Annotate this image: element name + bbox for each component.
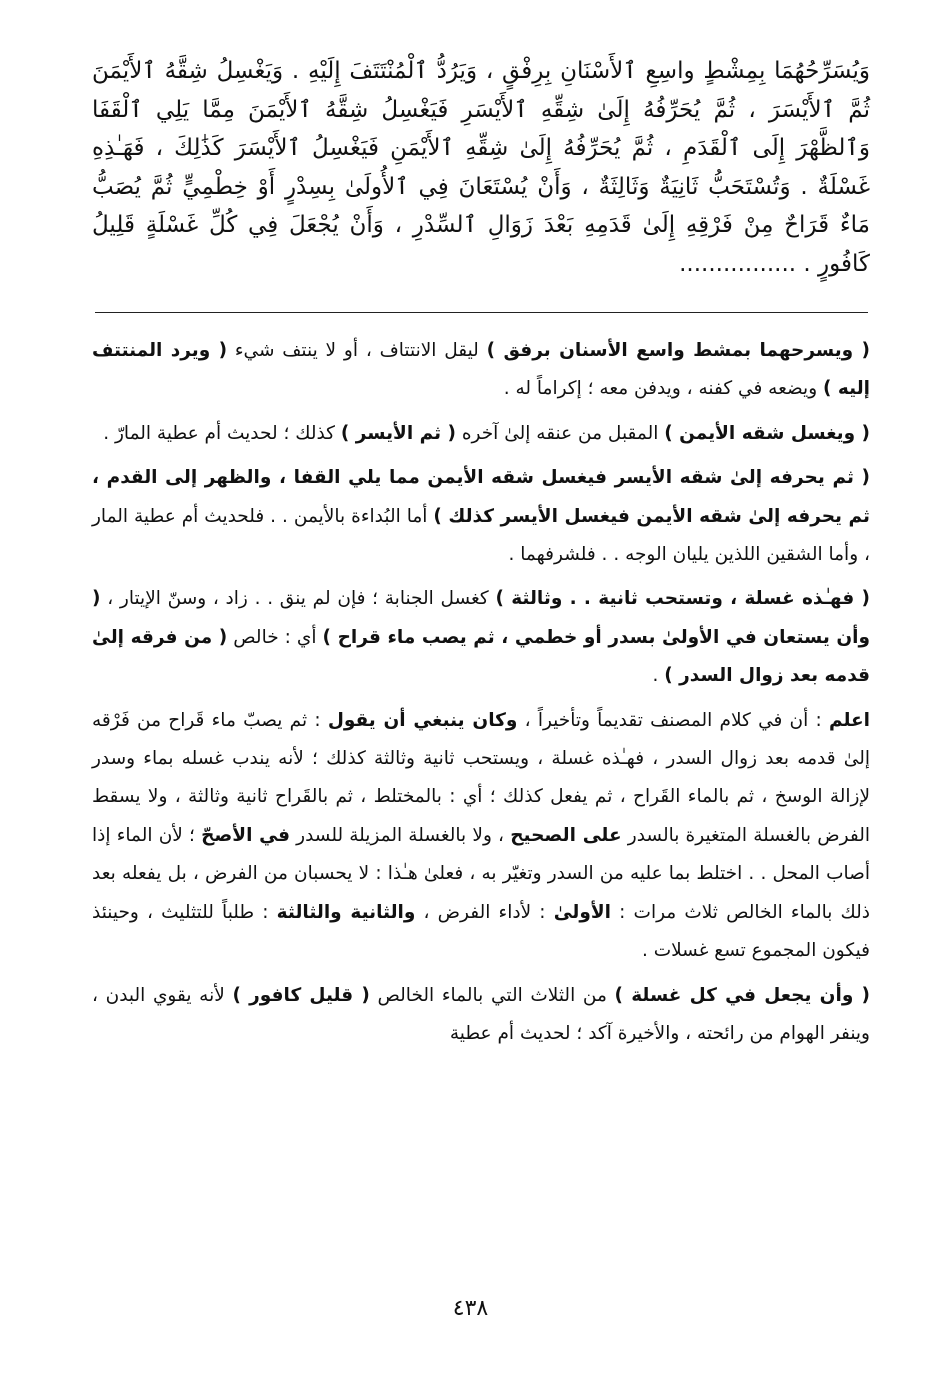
footnote-separator [95, 312, 868, 313]
quoted-text: ( ويغسل شقه الأيمن ) [664, 422, 870, 444]
commentary-paragraph [92, 332, 870, 409]
commentary-text: ويضعه في كفنه ، ويدفن معه ؛ إكراماً له . [503, 378, 824, 400]
commentary-text: ليقل الانتتاف ، أو لا ينتف شيء [227, 340, 487, 361]
quoted-text: ( ويسرحهما بمشط واسع الأسنان برفق ) [486, 340, 870, 361]
commentary-text: المقبل من عنقه إلىٰ آخره [455, 422, 665, 444]
commentary-paragraph [92, 459, 870, 574]
commentary-text: كذلك ؛ لحديث أم عطية المارّ . [103, 422, 341, 444]
quoted-text: ( ثم الأيسر ) [340, 422, 456, 444]
commentary-text: لأنه يقوي البدن ، وينفر الهوام من رائحته ، والأخيرة آكد ؛ لحديث أم عطية [92, 984, 870, 1044]
commentary-text: : ثم يصبّ ماء قَراح من فَرْقه إلىٰ قدمه بعد زوال السدر ، فهـٰذه غسلة ، ويستحب ثانية وثالثة كذلك ؛ لأنه يندب غسله بماء وسدر لإزالة الوسخ ، ثم بالماء القَراح ، ثم يفعل كذلك ؛ أي : بالمختلط ، ثم بالقَراح ثانية وثالثة ، ولا يسقط الفرض بالغسلة المتغيرة بالسدر [92, 709, 870, 846]
commentary-paragraph [92, 977, 870, 1054]
commentary-text: أي : خالص [227, 626, 323, 648]
emphasis-text: في الأصحّ [201, 824, 290, 846]
commentary-text: أما البُداءة بالأيمن . . فلحديث أم عطية المار ، وأما الشقين اللذين يليان الوجه . . فلشرفهما . [92, 505, 870, 566]
main-text: وَيُسَرِّحُهُمَا بِمِشْطٍ واسِعِ ٱلأَسْنَانِ بِرِفْقٍ ، وَيَرُدُّ ٱلْمُنْتَتَفَ إِلَيْهِ . وَيَغْسِلُ شِقَّهُ ٱلأَيْمَنَ ثُمَّ ٱلأَيْسَرَ ، ثُمَّ يُحَرِّفُهُ إِلَىٰ شِقِّهِ ٱلأَيْسَرِ فَيَغْسِلُ شِقَّهُ ٱلأَيْمَنَ مِمَّا يَلِي ٱلْقَفَا وَٱلظَّهْرَ إِلَى ٱلْقَدَمِ ، ثُمَّ يُحَرِّفُهُ إِلَىٰ شِقِّهِ ٱلأَيْمَنِ فَيَغْسِلُ ٱلأَيْسَرَ كَذَٰلِكَ ، فَهَـٰذِهِ غَسْلَةٌ . وَتُسْتَحَبُّ ثَانِيَةٌ وَثَالِثَةٌ ، وَأَنْ يُسْتَعَانَ فِي ٱلأُولَىٰ بِسِدْرٍ أَوْ خِطْمِيٍّ ثُمَّ يُصَبُّ مَاءٌ قَرَاحٌ مِنْ فَرْقِهِ إِلَىٰ قَدَمِهِ بَعْدَ زَوَالِ ٱلسِّدْرِ ، وَأَنْ يُجْعَلَ فِي كُلِّ غَسْلَةٍ قَلِيلُ كَافُورٍ . [92, 58, 870, 277]
commentary-text: من الثلاث التي بالماء الخالص [369, 984, 615, 1006]
commentary-text: كغسل الجنابة ؛ فإن لم ينق . . زاد ، وسنّ الإيتار ، [100, 588, 496, 610]
commentary-text: ، ولا بالغسلة المزيلة للسدر [289, 824, 511, 846]
quoted-text: ( قليل كافور ) [232, 984, 370, 1006]
commentary-text: : أن في كلام المصنف تقديماً وتأخيراً ، [517, 709, 829, 731]
quoted-text: ( ثم يحرفه إلىٰ شقه الأيسر فيغسل شقه الأيمن مما يلي القفا ، والظهر إلى القدم ، ثم يحرفه إلىٰ شقه الأيمن فيغسل الأيسر كذلك ) [92, 467, 870, 527]
commentary-text: ؛ لأن الماء إذا أصاب المحل . . اختلط بما عليه من السدر وتغيّر به ، فعلىٰ هـٰذا : لا يحسبان من الفرض ، بل يفعله بعد ذلك بالماء الخالص ثلاث مرات : [92, 824, 870, 923]
main-text-dots: ................ [679, 250, 797, 277]
quoted-text: ( ويرد المنتتف إليه ) [92, 340, 870, 400]
commentary-paragraph [92, 702, 870, 971]
emphasis-text: والثانية والثالثة [276, 901, 416, 923]
quoted-text: ( وأن يجعل في كل غسلة ) [614, 984, 870, 1006]
commentary-text: : طلباً للتثليث ، وحينئذ فيكون المجموع تسع غسلات . [92, 901, 870, 962]
commentary-text: : لأداء الفرض ، [415, 901, 554, 923]
commentary-paragraph [92, 580, 870, 695]
emphasis-text: وكان ينبغي أن يقول [327, 709, 518, 731]
quoted-text: ( من فرقه إلىٰ قدمه بعد زوال السدر ) [92, 626, 870, 687]
emphasis-text: الأولىٰ [553, 901, 611, 923]
commentary-text: . [652, 665, 665, 687]
quoted-text: ( فهـٰذه غسلة ، وتستحب ثانية . . وثالثة ) [495, 588, 870, 610]
page-number: ٤٣٨ [452, 1296, 489, 1321]
commentary-block [92, 332, 870, 1059]
commentary-paragraph [92, 415, 870, 453]
main-text-block [92, 52, 870, 283]
emphasis-text: على الصحيح [510, 824, 622, 846]
emphasis-text: اعلم [828, 709, 871, 731]
quoted-text: ( وأن يستعان في الأولىٰ بسدر أو خطمي ، ثم يصب ماء قراح ) [92, 588, 870, 648]
